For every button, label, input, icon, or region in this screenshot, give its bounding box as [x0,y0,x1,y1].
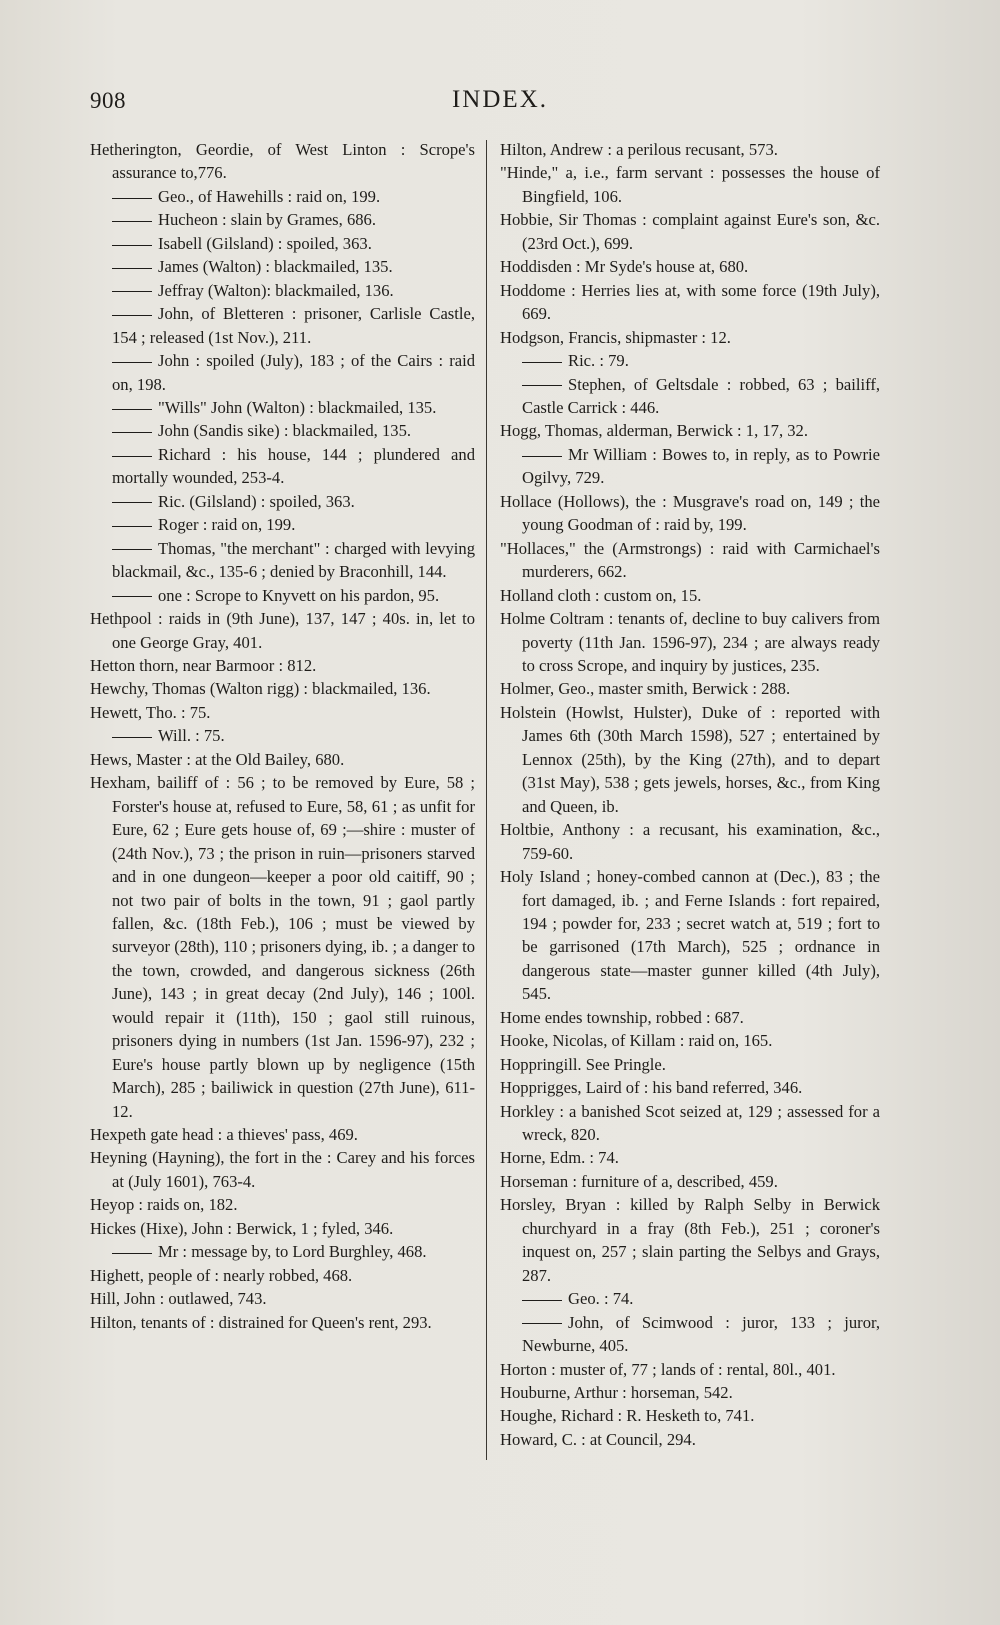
index-entry [90,443,475,490]
entry-text: John, of Bletteren : prisoner, Carlisle Castle, 154 ; released (1st Nov.), 211. [112,304,475,347]
index-entry [500,373,880,420]
index-entry [500,1100,880,1147]
ditto-dash [522,456,562,457]
entry-text: John : spoiled (July), 183 ; of the Cairs : raid on, 198. [112,351,475,394]
entry-text: John (Sandis sike) : blackmailed, 135. [158,421,412,441]
entry-text: Highett, people of : nearly robbed, 468. [90,1265,353,1285]
entry-text: Hews, Master : at the Old Bailey, 680. [90,749,345,769]
index-entry [500,818,880,865]
index-entry [500,1404,880,1427]
ditto-dash [112,737,152,738]
ditto-dash [112,291,152,292]
ditto-dash [112,526,152,527]
index-entry [90,1264,475,1287]
index-entry [90,1123,475,1146]
index-entry [90,513,475,536]
ditto-dash [112,198,152,199]
entry-text: Hobbie, Sir Thomas : complaint against Eure's son, &c. (23rd Oct.), 699. [500,210,880,253]
entry-text: Hewett, Tho. : 75. [90,702,211,722]
index-entry [500,865,880,1006]
entry-text: Ric. : 79. [568,351,629,371]
index-entry [90,537,475,584]
ditto-dash [112,1253,152,1254]
left-column [90,138,475,1334]
index-entry [500,161,880,208]
ditto-dash [112,409,152,410]
ditto-dash [112,245,152,246]
index-entry [90,490,475,513]
index-entry [500,490,880,537]
index-entry [500,584,880,607]
index-entry [500,349,880,372]
entry-text: Hetherington, Geordie, of West Linton : Scrope's assurance to,776. [90,140,475,183]
index-entry [90,396,475,419]
index-entry [500,607,880,677]
index-entry [500,677,880,700]
index-entry [500,1146,880,1169]
entry-text: one : Scrope to Knyvett on his pardon, 95. [158,585,440,605]
entry-text: Houghe, Richard : R. Hesketh to, 741. [500,1406,755,1426]
index-entry [90,1311,475,1334]
ditto-dash [112,596,152,597]
index-entry [90,654,475,677]
ditto-dash [522,385,562,386]
entry-text: John, of Scimwood : juror, 133 ; juror, Newburne, 405. [522,1312,880,1356]
entry-text: Hexpeth gate head : a thieves' pass, 469. [90,1125,358,1145]
entry-text: Hilton, tenants of : distrained for Queen's rent, 293. [90,1312,432,1332]
entry-text: Richard : his house, 144 ; plundered and mortally wounded, 253-4. [112,444,475,488]
entry-text: Holy Island ; honey-combed cannon at (Dec.), 83 ; the fort damaged, ib. ; and Ferne Islands : fort repaired, 194 ; powder for, 233 ; secret watch at, 519 ; fort to be garrisoned (17th March), 525 ; ordnance in dangerous state—master gunner killed (4th July), 545. [500,867,880,1004]
entry-text: Will. : 75. [158,726,225,746]
ditto-dash [112,268,152,269]
entry-text: Holme Coltram : tenants of, decline to buy calivers from poverty (11th Jan. 1596-97), 234 ; are always ready to cross Scrope, and inquiry by justices, 235. [500,609,880,675]
index-entry [90,279,475,302]
entry-text: Home endes township, robbed : 687. [500,1007,744,1027]
entry-text: Ric. (Gilsland) : spoiled, 363. [158,491,355,511]
index-entry [90,607,475,654]
entry-text: Holstein (Howlst, Hulster), Duke of : reported with James 6th (30th March 1598), 527 ; entertained by Lennox (25th), by the King (27th), and to depart (31st May), 538 ; gets jewels, horses, &c., from King and Queen, ib. [500,702,880,816]
entry-text: Heyning (Hayning), the fort in the : Carey and his forces at (July 1601), 763-4. [90,1148,475,1191]
index-entry [500,1053,880,1076]
index-entry [90,724,475,747]
index-entry [90,138,475,185]
right-column [500,138,880,1451]
entry-text: Horkley : a banished Scot seized at, 129 ; assessed for a wreck, 820. [500,1101,880,1145]
index-entry [90,701,475,724]
index-entry [500,1287,880,1310]
entry-text: Hogg, Thomas, alderman, Berwick : 1, 17, 32. [500,421,809,441]
ditto-dash [112,362,152,363]
index-entry [90,185,475,208]
ditto-dash [522,1300,562,1301]
entry-text: Stephen, of Geltsdale : robbed, 63 ; bailiff, Castle Carrick : 446. [522,374,880,417]
entry-text: Holtbie, Anthony : a recusant, his examination, &c., 759-60. [500,820,880,863]
entry-text: Geo., of Hawehills : raid on, 199. [158,186,381,206]
entry-text: Holland cloth : custom on, 15. [500,585,702,605]
index-entry [500,1428,880,1451]
index-entry [500,1029,880,1052]
ditto-dash [522,362,562,363]
index-entry [500,1170,880,1193]
ditto-dash [112,549,152,550]
entry-text: Hickes (Hixe), John : Berwick, 1 ; fyled, 346. [90,1218,394,1238]
index-entry [500,701,880,818]
entry-text: Horsley, Bryan : killed by Ralph Selby in Berwick churchyard in a fray (8th Feb.), 251 ; coroner's inquest on, 257 ; slain parting the Selbys and Grays, 287. [500,1195,880,1285]
index-entry [90,419,475,442]
entry-text: Hooke, Nicolas, of Killam : raid on, 165. [500,1031,773,1051]
ditto-dash [112,221,152,222]
index-entry [90,1240,475,1263]
entry-text: Jeffray (Walton): blackmailed, 136. [158,280,394,300]
entry-text: Heyop : raids on, 182. [90,1195,238,1215]
index-entry [90,677,475,700]
entry-text: "Hollaces," the (Armstrongs) : raid with Carmichael's murderers, 662. [500,538,880,582]
entry-text: Hoddisden : Mr Syde's house at, 680. [500,257,749,277]
entry-text: Hollace (Hollows), the : Musgrave's road on, 149 ; the young Goodman of : raid by, 199. [500,491,880,535]
entry-text: Isabell (Gilsland) : spoiled, 363. [158,233,372,253]
entry-text: Horne, Edm. : 74. [500,1148,619,1168]
entry-text: Houburne, Arthur : horseman, 542. [500,1383,733,1403]
index-entry [90,1146,475,1193]
index-entry [500,138,880,161]
entry-text: Mr : message by, to Lord Burghley, 468. [158,1242,427,1262]
index-entry [90,1193,475,1216]
entry-text: Thomas, "the merchant" : charged with levying blackmail, &c., 135-6 ; denied by Braconhill, 144. [112,538,475,582]
index-entry [500,1076,880,1099]
entry-text: Mr William : Bowes to, in reply, as to Powrie Ogilvy, 729. [522,444,880,488]
entry-text: Horton : muster of, 77 ; lands of : rental, 80l., 401. [500,1359,836,1379]
entry-text: Roger : raid on, 199. [158,515,296,535]
index-entry [500,443,880,490]
entry-text: Holmer, Geo., master smith, Berwick : 288. [500,679,791,699]
index-entry [90,771,475,1123]
entry-text: Horseman : furniture of a, described, 459. [500,1171,778,1191]
index-entry [500,208,880,255]
ditto-dash [522,1323,562,1324]
entry-text: Hetton thorn, near Barmoor : 812. [90,655,317,675]
index-entry [90,748,475,771]
entry-text: Geo. : 74. [568,1289,634,1309]
index-entry [500,255,880,278]
ditto-dash [112,432,152,433]
index-entry [90,255,475,278]
index-entry [90,208,475,231]
entry-text: Hoppringill. See Pringle. [500,1054,666,1074]
index-entry [90,1217,475,1240]
entry-text: Hoddome : Herries lies at, with some force (19th July), 669. [500,280,880,324]
index-entry [500,537,880,584]
ditto-dash [112,315,152,316]
entry-text: Hodgson, Francis, shipmaster : 12. [500,327,731,347]
index-entry [500,419,880,442]
entry-text: Hilton, Andrew : a perilous recusant, 573. [500,140,778,159]
entry-text: James (Walton) : blackmailed, 135. [158,257,393,277]
index-entry [500,1006,880,1029]
index-entry [90,1287,475,1310]
running-head: INDEX. [451,86,548,113]
page-number: 908 [90,88,126,113]
index-entry [90,302,475,349]
index-entry [500,326,880,349]
entry-text: Hexham, bailiff of : 56 ; to be removed by Eure, 58 ; Forster's house at, refused to Eure, 58, 61 ; as unfit for Eure, 62 ; Eure gets house of, 69 ;—shire : muster of (24th Nov.), 73 ; the prison in ruin—prisoners starved and in one dungeon—keeper a poor old caitiff, 90 ; not two pair of bolts in the town, 91 ; gaol partly fallen, &c. (18th Feb.), 106 ; must be viewed by surveyor (28th), 110 ; prisoners dying, ib. ; a danger to the town, crowded, and dangerous sickness (26th June), 143 ; in great decay (2nd July), 146 ; 100l. would repair it (11th), 150 ; gaol still ruinous, prisoners dying in numbers (1st Jan. 1596-97), 232 ; Eure's house partly blown up by negligence (15th March), 285 ; bailiwick in question (27th June), 611-12. [90,773,475,1121]
index-entry [90,232,475,255]
entry-text: Hucheon : slain by Grames, 686. [158,210,376,230]
entry-text: Hopprigges, Laird of : his band referred, 346. [500,1078,803,1098]
index-entry [90,584,475,607]
index-entry [500,1381,880,1404]
index-entry [90,349,475,396]
column-divider [486,140,487,1460]
entry-text: Howard, C. : at Council, 294. [500,1429,696,1449]
index-entry [500,279,880,326]
entry-text: "Hinde," a, i.e., farm servant : possesses the house of Bingfield, 106. [500,163,880,206]
index-entry [500,1311,880,1358]
entry-text: "Wills" John (Walton) : blackmailed, 135. [158,397,437,417]
entry-text: Hill, John : outlawed, 743. [90,1289,267,1309]
ditto-dash [112,502,152,503]
index-entry [500,1358,880,1381]
index-entry [500,1193,880,1287]
ditto-dash [112,456,152,457]
entry-text: Hewchy, Thomas (Walton rigg) : blackmailed, 136. [90,679,431,699]
entry-text: Hethpool : raids in (9th June), 137, 147 ; 40s. in, let to one George Gray, 401. [90,609,475,652]
